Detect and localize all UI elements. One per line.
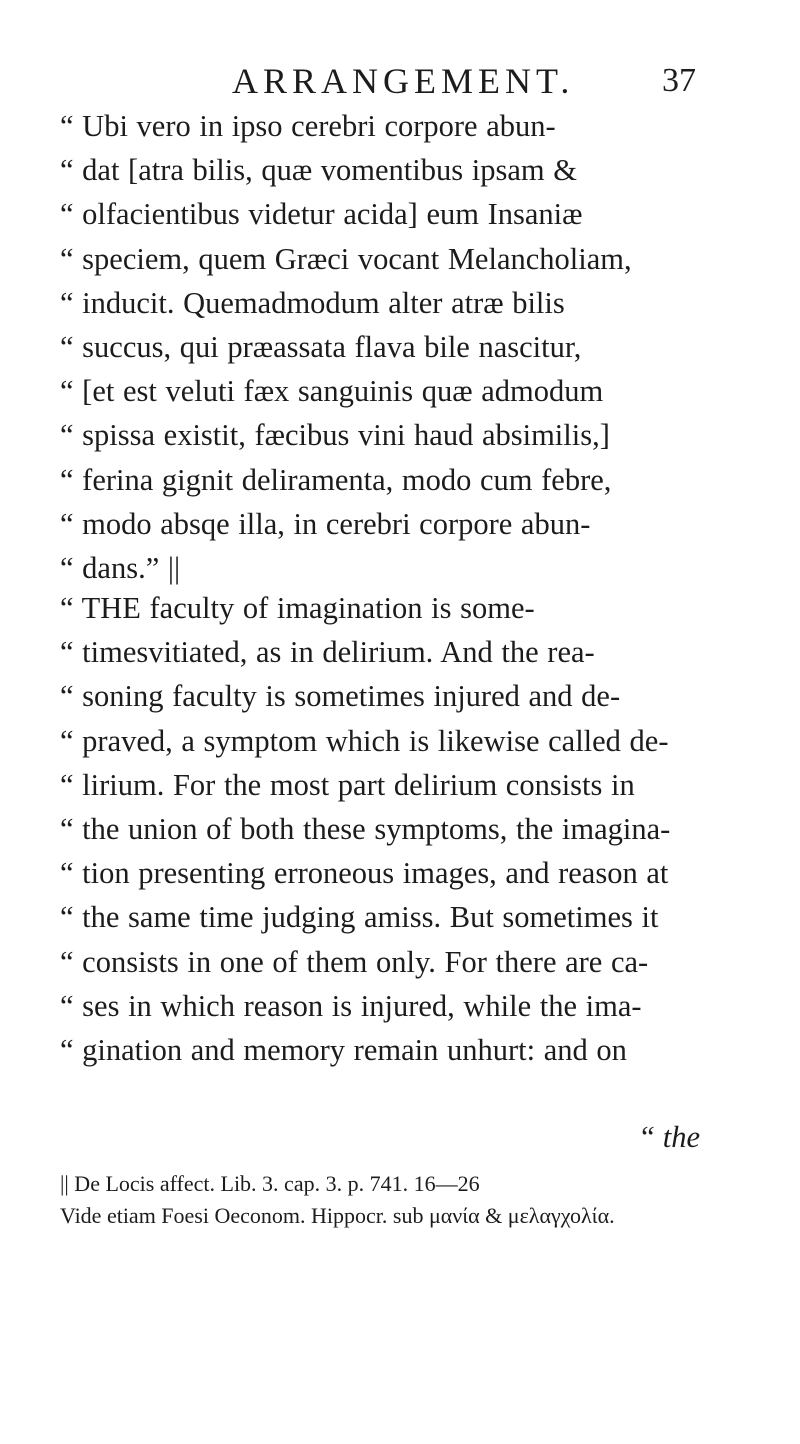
- text-line: “ dat [atra bilis, quæ vomentibus ipsam &: [60, 153, 577, 188]
- page-number: 37: [662, 62, 696, 99]
- catchword: “ the: [638, 1120, 700, 1154]
- text-line: “ consists in one of them only. For there are ca-: [60, 944, 649, 979]
- text-line: “ soning faculty is sometimes injured and de-: [60, 679, 621, 714]
- text-line: “ modo absqe illa, in cerebri corpore abun-: [60, 506, 591, 541]
- text-line: “ gination and memory remain unhurt: and on: [60, 1033, 627, 1068]
- text-line: “ lirium. For the most part delirium consists in: [60, 767, 635, 802]
- text-line: “ timesvitiated, as in delirium. And the rea-: [60, 635, 595, 670]
- footnote-reference: || De Locis affect. Lib. 3. cap. 3. p. 741. 16—26: [60, 1171, 480, 1196]
- text-line: “ dans.” ||: [60, 551, 181, 586]
- text-line: “ succus, qui præassata flava bile nascitur,: [60, 330, 582, 365]
- text-line: “ speciem, quem Græci vocant Melancholiam,: [60, 241, 632, 276]
- text-line: “ the same time judging amiss. But sometimes it: [60, 900, 659, 935]
- text-line: “ praved, a symptom which is likewise called de-: [60, 723, 669, 758]
- footnote-reference: Vide etiam Foesi Oeconom. Hippocr. sub μανία & μελαγχολία.: [60, 1203, 615, 1228]
- text-line: “ olfacientibus videtur acida] eum Insaniæ: [60, 197, 583, 232]
- text-line: “ THE faculty of imagination is some-: [60, 591, 535, 625]
- english-paragraph: [60, 586, 700, 1072]
- text-line: “ ses in which reason is injured, while the ima-: [60, 988, 642, 1023]
- text-line: “ the union of both these symptoms, the imagina-: [60, 812, 671, 847]
- text-line: “ tion presenting erroneous images, and reason at: [60, 856, 669, 891]
- text-line: “ [et est veluti fæx sanguinis quæ admodum: [60, 374, 604, 409]
- text-line: “ inducit. Quemadmodum alter atræ bilis: [60, 285, 565, 320]
- text-line: “ spissa existit, fæcibus vini haud absimilis,]: [60, 418, 610, 453]
- text-line: “ ferina gignit deliramenta, modo cum febre,: [60, 462, 612, 497]
- running-header: ARRANGEMENT.: [232, 61, 575, 101]
- latin-quotation: [60, 104, 700, 590]
- footnotes: [60, 1168, 740, 1232]
- text-line: “ Ubi vero in ipso cerebri corpore abun-: [60, 109, 556, 143]
